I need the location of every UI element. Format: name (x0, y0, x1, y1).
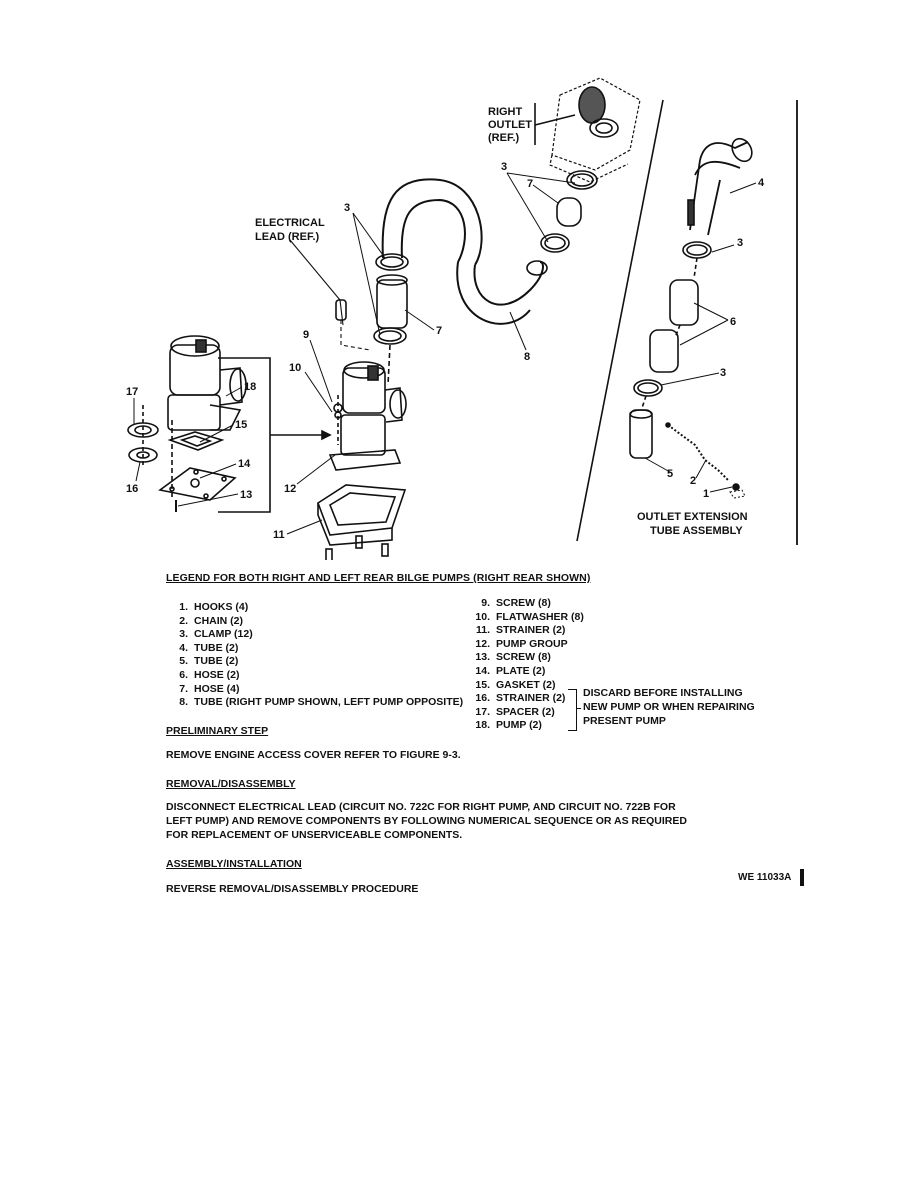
legend-item-number: 9. (481, 597, 490, 609)
legend-title: LEGEND FOR BOTH RIGHT AND LEFT REAR BILGE PUMPS (RIGHT REAR SHOWN) (166, 572, 591, 584)
bilge-pump-exploded-diagram (0, 0, 918, 560)
legend-item-label: TUBE (2) (194, 641, 239, 654)
legend-item-label: HOOKS (4) (194, 601, 249, 613)
legend-item-label: SCREW (8) (496, 597, 551, 609)
legend-item-row (468, 638, 584, 652)
discard-note-line3: PRESENT PUMP (583, 715, 666, 727)
callout-9: 9 (303, 329, 310, 341)
legend-item-number: 17. (475, 705, 490, 718)
callout-7-a: 7 (527, 178, 534, 190)
legend-item-number: 8. (179, 696, 188, 709)
removal-text-line3: FOR REPLACEMENT OF UNSERVICEABLE COMPONENTS. (166, 829, 463, 841)
legend-item-number: 6. (179, 668, 188, 681)
callout-1: 1 (703, 488, 710, 500)
legend-item-row (468, 719, 584, 733)
callout-3-d: 3 (720, 367, 727, 379)
callout-6: 6 (730, 316, 737, 328)
callout-12: 12 (284, 483, 297, 495)
callout-3-a: 3 (501, 161, 508, 173)
removal-text (166, 800, 687, 842)
callout-13: 13 (240, 489, 253, 501)
legend-item-row (468, 665, 584, 679)
discard-note-line1: DISCARD BEFORE INSTALLING (583, 687, 743, 699)
discard-note-line2: NEW PUMP OR WHEN REPAIRING (583, 701, 755, 713)
legend-item-label: CLAMP (12) (194, 628, 253, 641)
legend-item-row (468, 651, 584, 665)
removal-heading: REMOVAL/DISASSEMBLY (166, 778, 296, 790)
electrical-lead-label-line1: ELECTRICAL (255, 217, 325, 229)
electrical-lead-label-line2: LEAD (REF.) (255, 231, 320, 243)
legend-item-row (166, 655, 463, 669)
callout-15: 15 (235, 419, 248, 431)
callout-16: 16 (126, 483, 139, 495)
legend-item-number: 14. (475, 664, 490, 677)
legend-item-number: 12. (475, 637, 490, 650)
legend-item-row (166, 615, 463, 629)
preliminary-heading: PRELIMINARY STEP (166, 725, 269, 737)
legend-left-column (166, 601, 463, 710)
removal-text-line2: LEFT PUMP) AND REMOVE COMPONENTS BY FOLLOWING NUMERICAL SEQUENCE OR AS REQUIRED (166, 815, 687, 827)
right-outlet-label-line3: (REF.) (488, 132, 520, 144)
legend-item-row (166, 628, 463, 642)
callout-8: 8 (524, 351, 531, 363)
legend-item-label: SPACER (2) (496, 705, 555, 718)
legend-item-number: 15. (475, 678, 490, 691)
callout-10: 10 (289, 362, 302, 374)
assembly-text: REVERSE REMOVAL/DISASSEMBLY PROCEDURE (166, 883, 419, 895)
legend-item-number: 10. (475, 610, 490, 623)
callout-18: 18 (244, 381, 257, 393)
preliminary-text: REMOVE ENGINE ACCESS COVER REFER TO FIGURE 9-3. (166, 749, 461, 761)
legend-item-row (468, 692, 584, 706)
legend-item-row (468, 706, 584, 720)
callout-4: 4 (758, 177, 765, 189)
callout-3-c: 3 (737, 237, 744, 249)
legend-item-row (468, 597, 584, 611)
right-outlet-label-line2: OUTLET (488, 119, 532, 131)
legend-item-row (468, 624, 584, 638)
discard-note (583, 686, 755, 728)
discard-bracket-tick (576, 708, 581, 709)
legend-item-label: GASKET (2) (496, 678, 556, 691)
callout-7-b: 7 (436, 325, 443, 337)
legend-item-label: TUBE (RIGHT PUMP SHOWN, LEFT PUMP OPPOSITE) (194, 696, 464, 709)
legend-item-label: PUMP (2) (496, 719, 542, 732)
legend-item-row (166, 683, 463, 697)
legend-item-number: 11. (475, 624, 490, 637)
legend-item-label: STRAINER (2) (496, 624, 566, 637)
callout-11: 11 (273, 529, 285, 541)
legend-item-label: CHAIN (2) (194, 614, 243, 627)
legend-item-number: 16. (475, 692, 490, 705)
callout-3-b: 3 (344, 202, 351, 214)
legend-item-label: SCREW (8) (496, 651, 551, 664)
callout-2: 2 (690, 475, 697, 487)
legend-item-label: PUMP GROUP (496, 637, 568, 650)
legend-item-number: 18. (475, 719, 490, 732)
discard-bracket (568, 689, 577, 731)
legend-item-number: 1. (179, 601, 188, 613)
legend-item-label: HOSE (4) (194, 682, 240, 695)
legend-item-number: 7. (179, 682, 188, 695)
legend-item-label: TUBE (2) (194, 655, 239, 668)
removal-text-line1: DISCONNECT ELECTRICAL LEAD (CIRCUIT NO. 722C FOR RIGHT PUMP, AND CIRCUIT NO. 722B FOR (166, 801, 676, 813)
legend-item-row (468, 611, 584, 625)
legend-item-row (166, 601, 463, 615)
legend-item-label: PLATE (2) (496, 664, 546, 677)
legend-item-number: 5. (179, 655, 188, 668)
callout-5: 5 (667, 468, 674, 480)
legend-item-number: 4. (179, 641, 188, 654)
outlet-extension-label-line2: TUBE ASSEMBLY (650, 525, 743, 537)
legend-item-label: FLATWASHER (8) (496, 610, 584, 623)
legend-item-label: STRAINER (2) (496, 692, 566, 705)
right-outlet-label-line1: RIGHT (488, 106, 523, 118)
legend-item-row (166, 696, 463, 710)
legend-item-label: HOSE (2) (194, 668, 240, 681)
legend-right-column (468, 597, 584, 733)
legend-item-number: 13. (475, 651, 490, 664)
legend-item-row (166, 642, 463, 656)
assembly-heading: ASSEMBLY/INSTALLATION (166, 858, 302, 870)
legend-item-row (468, 679, 584, 693)
figure-id: WE 11033A (738, 872, 792, 883)
legend-item-row (166, 669, 463, 683)
outlet-extension-label-line1: OUTLET EXTENSION (637, 511, 748, 523)
change-bar (800, 869, 804, 886)
legend-item-number: 3. (179, 628, 188, 641)
callout-14: 14 (238, 458, 251, 470)
legend-item-number: 2. (179, 614, 188, 627)
callout-17: 17 (126, 386, 139, 398)
